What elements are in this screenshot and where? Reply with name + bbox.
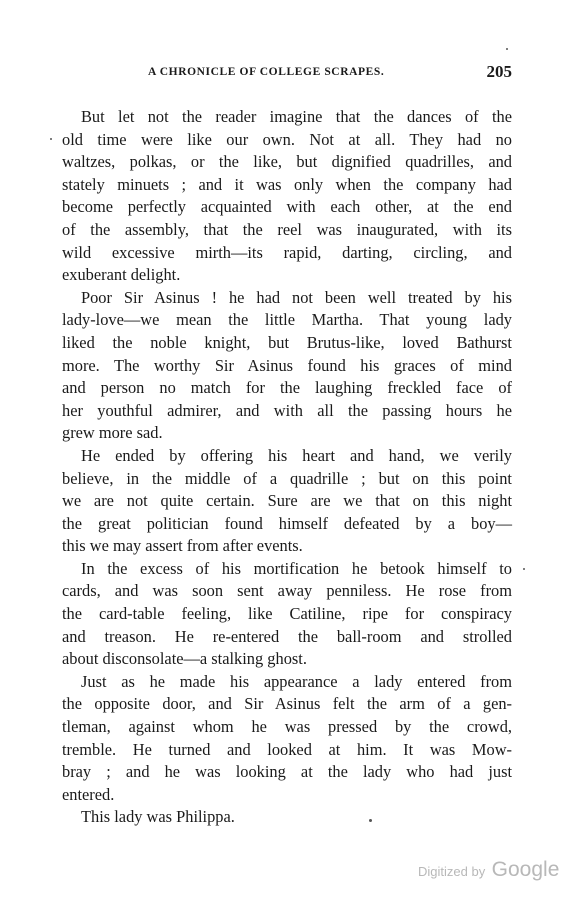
- text-line: more. The worthy Sir Asinus found his graces of mind: [62, 355, 512, 375]
- text-line: and person no match for the laughing freckled face of: [62, 378, 512, 398]
- text-line: we are not quite certain. Sure are we that on this night: [62, 491, 512, 511]
- text-line: the opposite door, and Sir Asinus felt the arm of a gen-: [62, 694, 512, 714]
- page-header: [62, 62, 512, 86]
- text-line: tleman, against whom he was pressed by the crowd,: [62, 717, 512, 737]
- text-line: exuberant delight.: [62, 265, 181, 285]
- text-line: He ended by offering his heart and hand, we verily: [81, 445, 512, 465]
- text-line: Just as he made his appearance a lady entered from: [81, 671, 512, 691]
- text-line: But let not the reader imagine that the dances of the: [81, 107, 512, 126]
- text-line: cards, and was soon sent away penniless. He rose from: [62, 581, 512, 601]
- body-text: [62, 106, 512, 829]
- text-line: believe, in the middle of a quadrille ; but on this point: [62, 468, 512, 488]
- text-line: lady-love—we mean the little Martha. That young lady: [62, 310, 512, 330]
- scan-speck: [369, 819, 372, 822]
- google-logo: Google: [491, 858, 560, 881]
- text-line: entered.: [62, 784, 115, 804]
- text-line: old time were like our own. Not at all. They had no: [62, 129, 512, 149]
- text-line: of the assembly, that the reel was inaugurated, with its: [62, 219, 512, 239]
- digitized-watermark: [418, 858, 559, 882]
- text-line: In the excess of his mortification he betook himself to: [81, 558, 512, 578]
- text-line: the great politician found himself defeated by a boy—: [62, 513, 512, 533]
- text-line: wild excessive mirth—its rapid, darting, circling, and: [62, 242, 512, 262]
- scan-speck: [506, 48, 508, 50]
- text-line: the card-table feeling, like Catiline, ripe for conspiracy: [62, 604, 512, 624]
- text-line: stately minuets ; and it was only when the company had: [62, 174, 512, 194]
- scan-speck: [50, 138, 52, 140]
- text-line: her youthful admirer, and with all the passing hours he: [62, 400, 512, 420]
- text-line: grew more sad.: [62, 423, 163, 443]
- text-line: become perfectly acquainted with each other, at the end: [62, 197, 512, 217]
- text-line: waltzes, polkas, or the like, but dignified quadrilles, and: [62, 152, 512, 172]
- text-line: this we may assert from after events.: [62, 536, 303, 556]
- text-line: bray ; and he was looking at the lady who had just: [62, 762, 512, 782]
- page-number: 205: [486, 62, 512, 81]
- text-line: about disconsolate—a stalking ghost.: [62, 649, 307, 669]
- watermark-prefix: Digitized by: [418, 864, 486, 879]
- scan-speck: [523, 568, 525, 570]
- text-line: Poor Sir Asinus ! he had not been well treated by his: [81, 287, 512, 307]
- running-title: A CHRONICLE OF COLLEGE SCRAPES.: [148, 66, 385, 78]
- text-line: This lady was Philippa.: [81, 807, 235, 827]
- text-line: liked the noble knight, but Brutus-like, loved Bathurst: [62, 332, 512, 352]
- text-line: and treason. He re-entered the ball-room and strolled: [62, 626, 512, 646]
- text-line: tremble. He turned and looked at him. It was Mow-: [62, 739, 512, 759]
